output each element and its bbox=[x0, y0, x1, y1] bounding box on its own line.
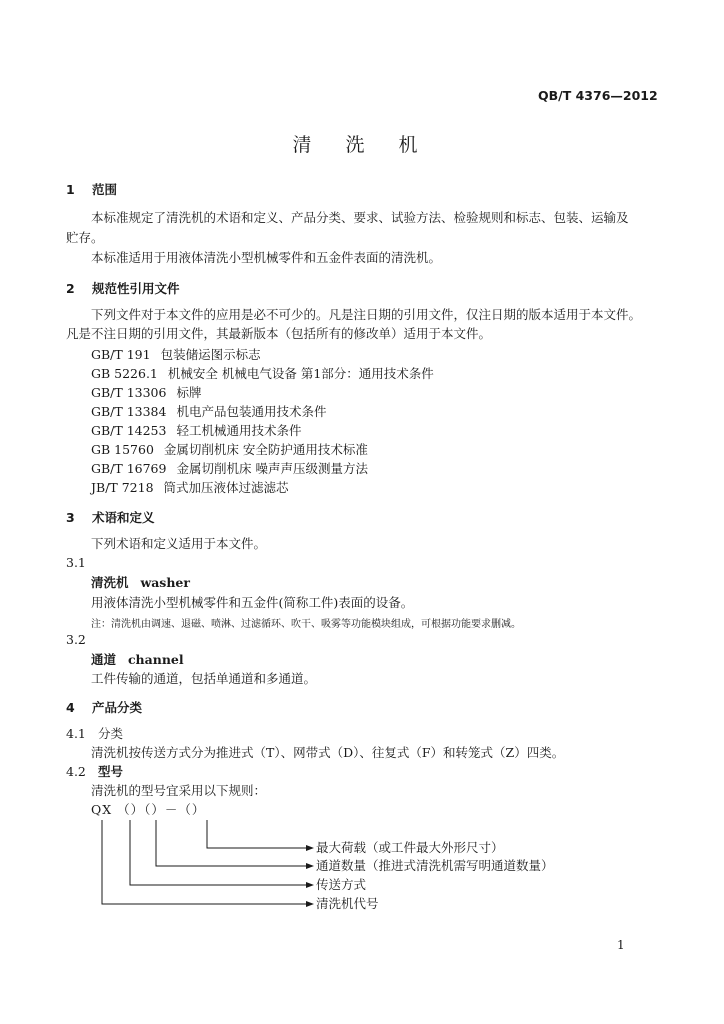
leader-line-max-load bbox=[207, 820, 310, 848]
arrow-head bbox=[306, 882, 314, 888]
subsection-number: 4.2 bbox=[66, 764, 86, 779]
term-3-1-note: 注：清洗机由调速、退磁、喷淋、过滤循环、吹干、吸雾等功能模块组成，可根据功能要求删减。 bbox=[91, 619, 521, 630]
model-label-max-load: 最大荷载（或工件最大外形尺寸） bbox=[316, 840, 504, 855]
reference-title: 机电产品包装通用技术条件 bbox=[176, 404, 327, 419]
reference-code: JB/T 7218 bbox=[91, 480, 154, 495]
reference-code: GB/T 13384 bbox=[91, 404, 167, 419]
section-number: 4 bbox=[66, 700, 75, 715]
reference-code: GB 15760 bbox=[91, 442, 154, 457]
subsection-4-1-text: 清洗机按传送方式分为推进式（T）、网带式（D）、往复式（F）和转笼式（Z）四类。 bbox=[91, 745, 565, 760]
section-number: 1 bbox=[66, 182, 75, 197]
reference-title: 机械安全 机械电气设备 第1部分：通用技术条件 bbox=[167, 366, 434, 381]
reference-title: 金属切削机床 噪声声压级测量方法 bbox=[176, 461, 368, 476]
reference-code: GB 5226.1 bbox=[91, 366, 158, 381]
model-label-channel-count: 通道数量（推进式清洗机需写明通道数量） bbox=[316, 858, 554, 873]
term-chinese: 清洗机 bbox=[91, 575, 129, 590]
reference-title: 标牌 bbox=[176, 385, 202, 400]
model-label-transfer-method: 传送方式 bbox=[316, 877, 367, 892]
section-title: 规范性引用文件 bbox=[92, 281, 180, 296]
reference-code: GB/T 191 bbox=[91, 347, 151, 362]
s1-paragraph-2: 本标准适用于用液体清洗小型机械零件和五金件表面的清洗机。 bbox=[91, 250, 442, 265]
term-3-1-definition: 用液体清洗小型机械零件和五金件(简称工件)表面的设备。 bbox=[91, 595, 414, 610]
reference-code: GB/T 14253 bbox=[91, 423, 167, 438]
reference-code: GB/T 13306 bbox=[91, 385, 167, 400]
model-label-machine-code: 清洗机代号 bbox=[316, 896, 379, 911]
subsection-title: 型号 bbox=[98, 764, 124, 779]
leader-line-machine-code bbox=[102, 820, 310, 904]
s3-intro: 下列术语和定义适用于本文件。 bbox=[91, 536, 267, 551]
leader-line-channel-count bbox=[156, 820, 310, 866]
term-3-1-number: 3.1 bbox=[66, 555, 86, 570]
page-number: 1 bbox=[617, 938, 625, 952]
section-title: 范围 bbox=[92, 182, 118, 197]
arrow-head bbox=[306, 901, 314, 907]
section-number: 2 bbox=[66, 281, 75, 296]
s1-paragraph-1-line-1: 本标准规定了清洗机的术语和定义、产品分类、要求、试验方法、检验规则和标志、包装、运输及 bbox=[91, 210, 629, 225]
term-chinese: 通道 bbox=[91, 652, 117, 667]
subsection-4-2-text: 清洗机的型号宜采用以下规则： bbox=[91, 783, 267, 798]
reference-title: 轻工机械通用技术条件 bbox=[176, 423, 302, 438]
arrow-head bbox=[306, 863, 314, 869]
reference-title: 金属切削机床 安全防护通用技术标准 bbox=[163, 442, 368, 457]
term-3-2-number: 3.2 bbox=[66, 632, 86, 647]
subsection-title: 分类 bbox=[98, 726, 124, 741]
model-formula: QX （）（）－（） bbox=[91, 802, 206, 817]
section-title: 术语和定义 bbox=[92, 510, 155, 525]
page-title: 清 洗 机 bbox=[292, 134, 432, 156]
term-english: washer bbox=[140, 575, 190, 590]
reference-title: 包装储运图示标志 bbox=[160, 347, 261, 362]
reference-title: 筒式加压液体过滤滤芯 bbox=[163, 480, 289, 495]
term-english: channel bbox=[127, 652, 184, 667]
section-number: 3 bbox=[66, 510, 75, 525]
arrow-head bbox=[306, 845, 314, 851]
reference-code: GB/T 16769 bbox=[91, 461, 167, 476]
leader-line-transfer-method bbox=[130, 820, 310, 885]
s1-paragraph-1-line-2: 贮存。 bbox=[66, 230, 104, 245]
s2-paragraph-line-2: 凡是不注日期的引用文件，其最新版本（包括所有的修改单）适用于本文件。 bbox=[66, 326, 492, 341]
s2-paragraph-line-1: 下列文件对于本文件的应用是必不可少的。凡是注日期的引用文件，仅注日期的版本适用于本文件。 bbox=[91, 307, 642, 322]
standard-code: QB/T 4376—2012 bbox=[538, 88, 658, 103]
term-3-2-definition: 工件传输的通道，包括单通道和多通道。 bbox=[91, 671, 317, 686]
section-title: 产品分类 bbox=[92, 700, 143, 715]
subsection-number: 4.1 bbox=[66, 726, 86, 741]
